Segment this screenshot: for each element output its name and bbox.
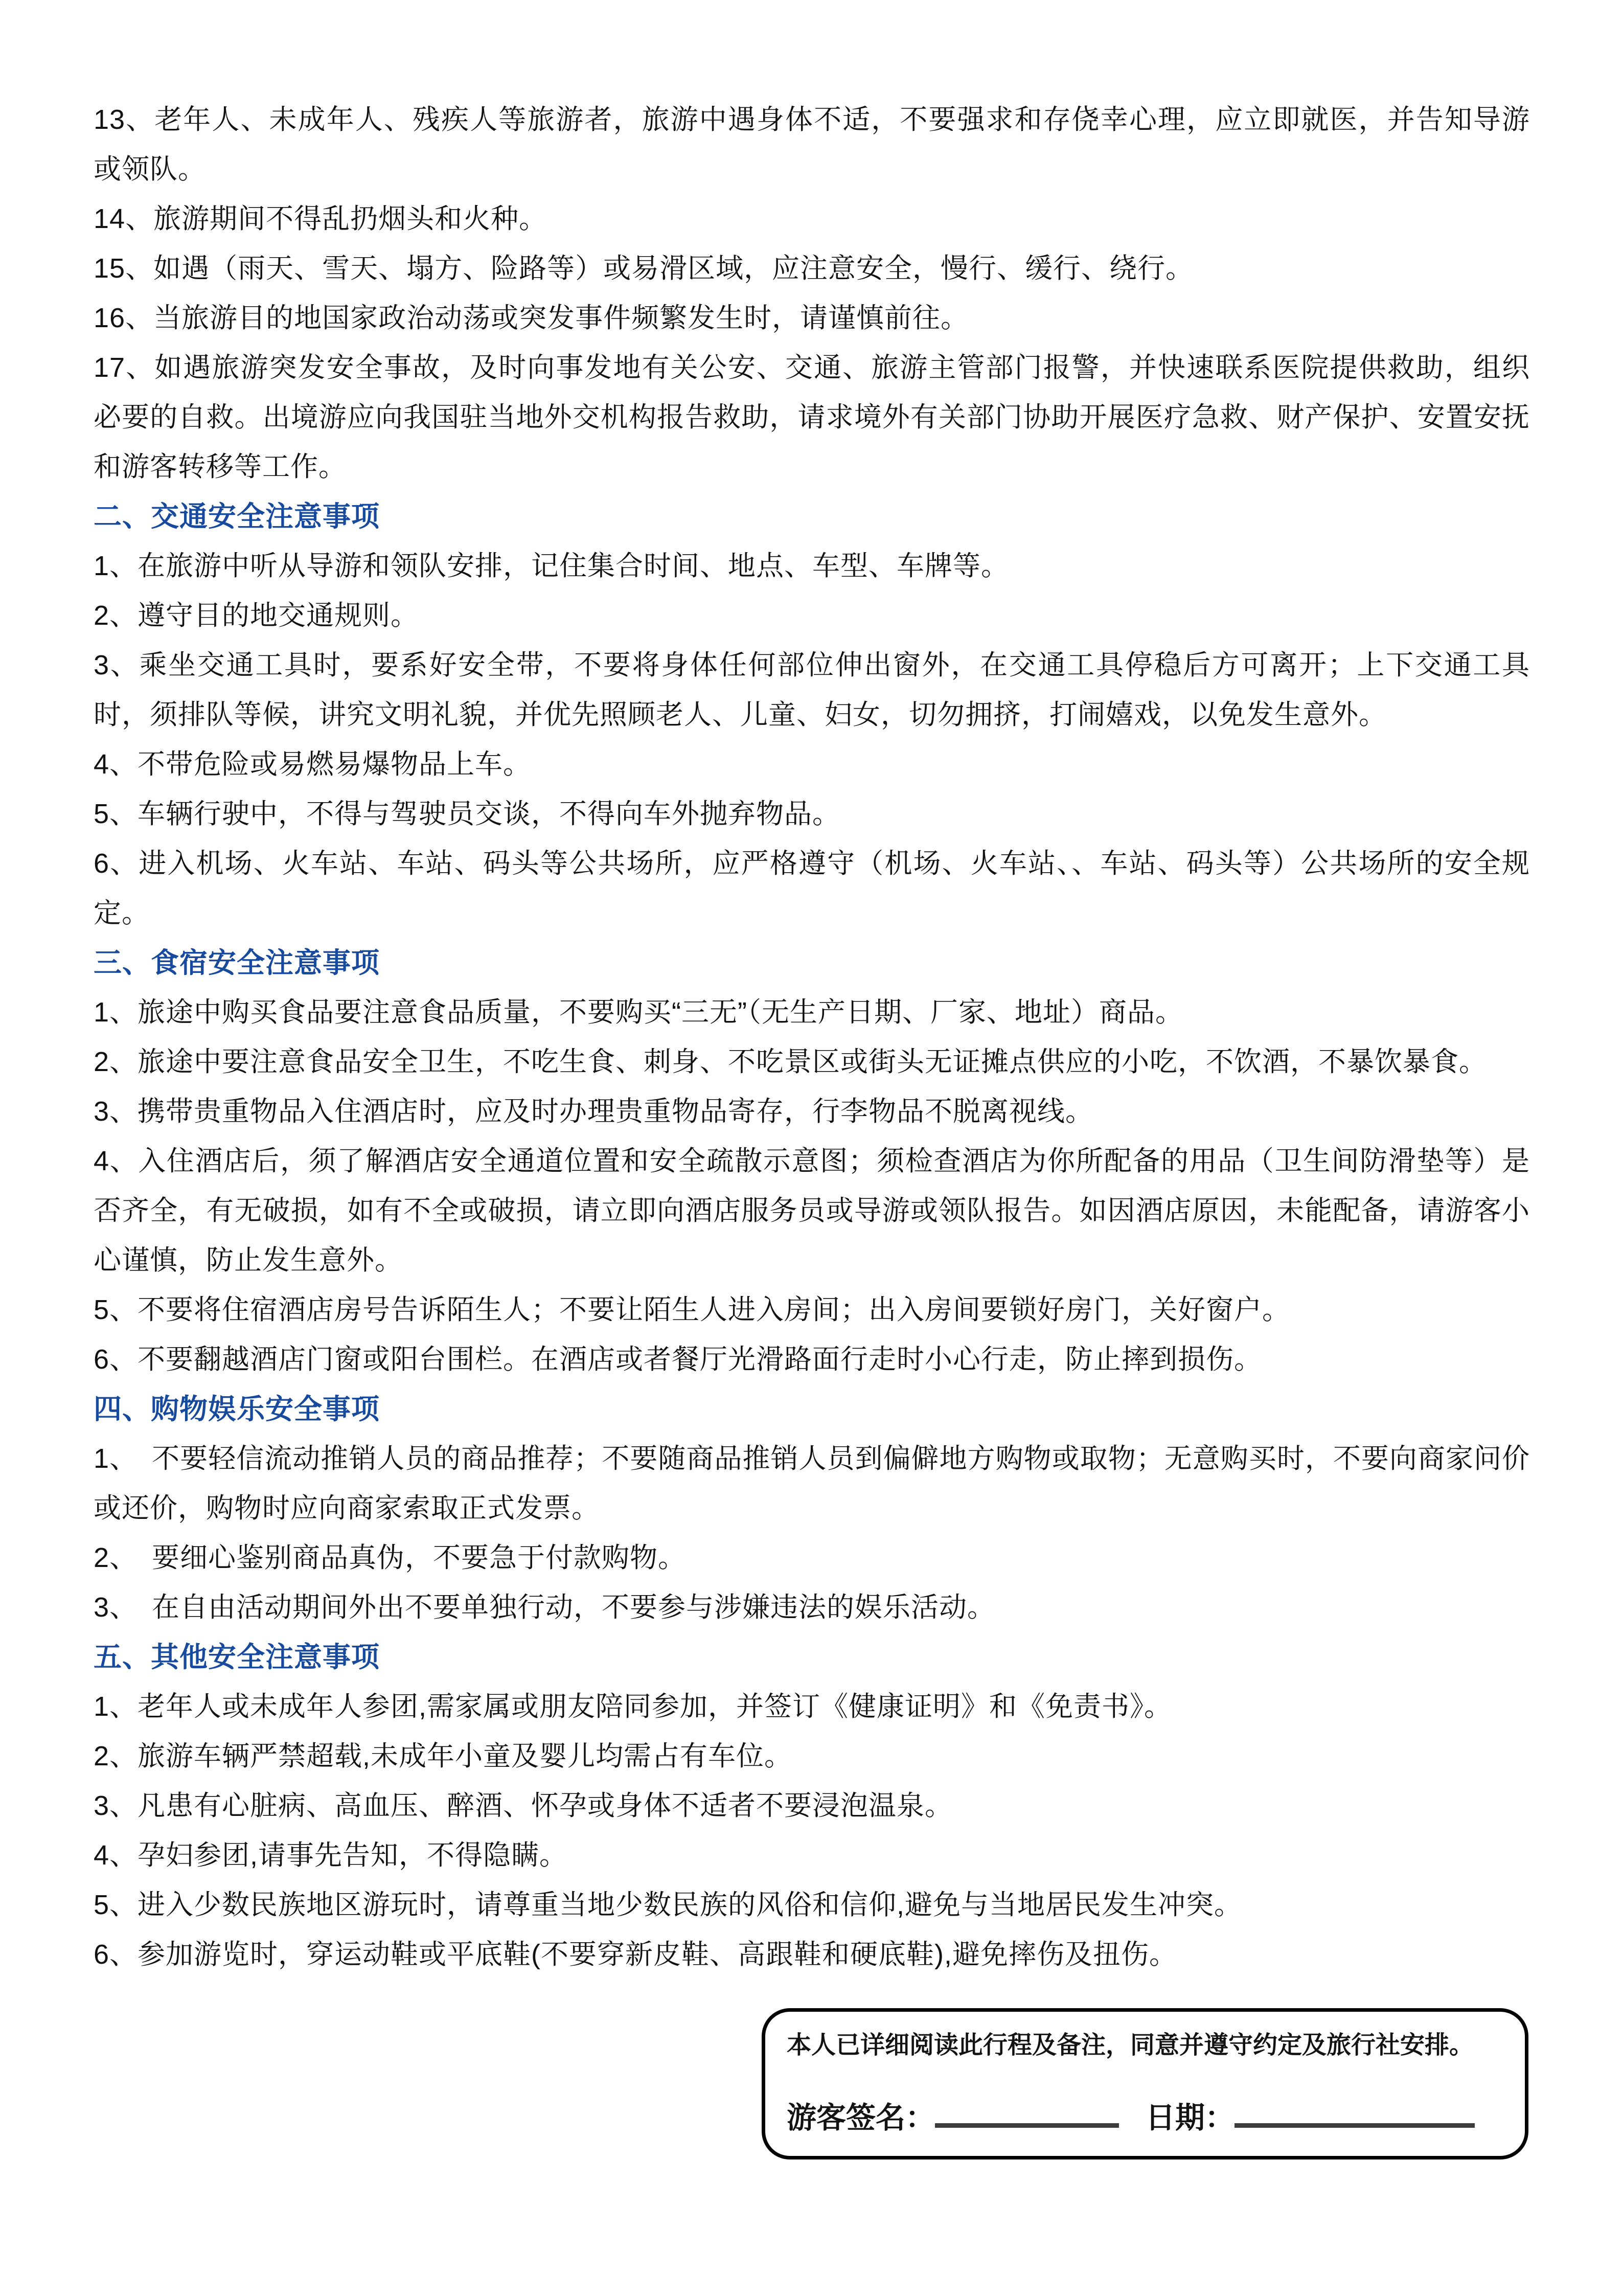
section-other-safety: [94, 1632, 1530, 1980]
section-heading: 四、购物娱乐安全事项: [94, 1393, 380, 1425]
signature-box: [762, 2008, 1528, 2159]
list-item: 3、乘坐交通工具时，要系好安全带，不要将身体任何部位伸出窗外，在交通工具停稳后方可离开；上下交通工具时，须排队等候，讲究文明礼貌，并优先照顾老人、儿童、妇女，切勿拥挤，打闹嬉戏，以免发生意外。: [94, 650, 1530, 730]
list-item: 2、旅游车辆严禁超载,未成年小童及婴儿均需占有车位。: [94, 1741, 793, 1771]
section-personal-safety: [94, 95, 1530, 492]
list-item: 1、 不要轻信流动推销人员的商品推荐；不要随商品推销人员到偏僻地方购物或取物；无意购买时，不要向商家问价或还价，购物时应向商家索取正式发票。: [94, 1443, 1530, 1524]
section-traffic-safety: [94, 492, 1530, 938]
list-item: 6、参加游览时，穿运动鞋或平底鞋(不要穿新皮鞋、高跟鞋和硬底鞋),避免摔伤及扭伤。: [94, 1939, 1177, 1970]
list-item: 17、如遇旅游突发安全事故，及时向事发地有关公安、交通、旅游主管部门报警，并快速联系医院提供救助，组织必要的自救。出境游应向我国驻当地外交机构报告救助，请求境外有关部门协助开展医疗急救、财产保护、安置安抚和游客转移等工作。: [94, 352, 1530, 482]
section-heading: 二、交通安全注意事项: [94, 501, 380, 532]
date-line: [1235, 2097, 1475, 2128]
list-item: 14、旅游期间不得乱扔烟头和火种。: [94, 203, 547, 234]
signature-row: [787, 2097, 1503, 2136]
list-item: 4、入住酒店后，须了解酒店安全通道位置和安全疏散示意图；须检查酒店为你所配备的用品（卫生间防滑垫等）是否齐全，有无破损，如有不全或破损，请立即向酒店服务员或导游或领队报告。如因酒店原因，未能配备，请游客小心谨慎，防止发生意外。: [94, 1146, 1530, 1276]
list-item: 1、老年人或未成年人参团,需家属或朋友陪同参加，并签订《健康证明》和《免责书》。: [94, 1691, 1173, 1722]
signer-label: 游客签名：: [787, 2101, 935, 2134]
list-item: 13、老年人、未成年人、残疾人等旅游者，旅游中遇身体不适，不要强求和存侥幸心理，应立即就医，并告知导游或领队。: [94, 104, 1530, 185]
list-item: 15、如遇（雨天、雪天、塌方、险路等）或易滑区域，应注意安全，慢行、缓行、绕行。: [94, 253, 1194, 284]
section-heading: 三、食宿安全注意事项: [94, 947, 380, 979]
signer-signature-line: [935, 2097, 1119, 2128]
list-item: 3、携带贵重物品入住酒店时，应及时办理贵重物品寄存，行李物品不脱离视线。: [94, 1096, 1094, 1127]
list-item: 2、 要细心鉴别商品真伪，不要急于付款购物。: [94, 1542, 687, 1573]
section-food-lodging-safety: [94, 938, 1530, 1384]
list-item: 4、孕妇参团,请事先告知，不得隐瞒。: [94, 1840, 568, 1871]
list-item: 6、进入机场、火车站、车站、码头等公共场所，应严格遵守（机场、火车站、、车站、码头等）公共场所的安全规定。: [94, 848, 1530, 928]
list-item: 2、遵守目的地交通规则。: [94, 600, 419, 631]
section-heading: 五、其他安全注意事项: [94, 1641, 380, 1673]
list-item: 5、不要将住宿酒店房号告诉陌生人；不要让陌生人进入房间；出入房间要锁好房门，关好窗户。: [94, 1294, 1291, 1325]
list-item: 3、凡患有心脏病、高血压、醉酒、怀孕或身体不适者不要浸泡温泉。: [94, 1790, 953, 1821]
signature-statement: 本人已详细阅读此行程及备注，同意并遵守约定及旅行社安排。: [787, 2032, 1474, 2059]
list-item: 4、不带危险或易燃易爆物品上车。: [94, 749, 532, 780]
section-shopping-entertainment-safety: [94, 1384, 1530, 1632]
list-item: 16、当旅游目的地国家政治动荡或突发事件频繁发生时，请谨慎前往。: [94, 303, 969, 333]
list-item: 3、 在自由活动期间外出不要单独行动，不要参与涉嫌违法的娱乐活动。: [94, 1592, 996, 1623]
document-body: [94, 95, 1530, 1980]
list-item: 2、旅途中要注意食品安全卫生，不吃生食、刺身、不吃景区或街头无证摊点供应的小吃，不饮酒，不暴饮暴食。: [94, 1047, 1488, 1077]
list-item: 5、进入少数民族地区游玩时，请尊重当地少数民族的风俗和信仰,避免与当地居民发生冲突。: [94, 1890, 1243, 1920]
list-item: 1、旅途中购买食品要注意食品质量，不要购买“三无”（无生产日期、厂家、地址）商品。: [94, 997, 1183, 1028]
date-label: 日期：: [1146, 2101, 1235, 2134]
list-item: 1、在旅游中听从导游和领队安排，记住集合时间、地点、车型、车牌等。: [94, 551, 1010, 581]
list-item: 6、不要翻越酒店门窗或阳台围栏。在酒店或者餐厅光滑路面行走时小心行走，防止摔到损伤。: [94, 1344, 1263, 1375]
list-item: 5、车辆行驶中，不得与驾驶员交谈，不得向车外抛弃物品。: [94, 799, 841, 829]
